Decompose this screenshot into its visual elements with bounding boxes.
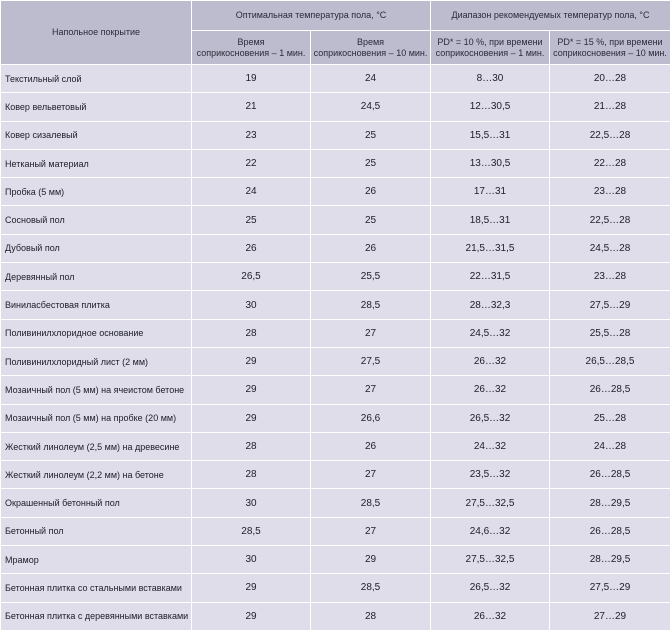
range-pd15: 21…28 xyxy=(550,93,670,121)
floor-covering-name: Виниласбестовая плитка xyxy=(1,291,192,319)
optimal-10min: 27 xyxy=(311,517,431,545)
range-pd10: 24…32 xyxy=(431,432,550,460)
optimal-10min: 28,5 xyxy=(311,291,431,319)
range-pd10: 26…32 xyxy=(431,347,550,375)
optimal-10min: 25,5 xyxy=(311,263,431,291)
floor-covering-name: Текстильный слой xyxy=(1,65,192,93)
optimal-10min: 27 xyxy=(311,461,431,489)
floor-covering-name: Жесткий линолеум (2,2 мм) на бетоне xyxy=(1,461,192,489)
table-row xyxy=(1,574,670,602)
optimal-temperature-header: Оптимальная температура пола, °С xyxy=(192,1,431,31)
optimal-1min: 29 xyxy=(192,574,311,602)
optimal-1min: 21 xyxy=(192,93,311,121)
optimal-1min: 30 xyxy=(192,291,311,319)
floor-covering-name: Нетканый материал xyxy=(1,149,192,177)
range-pd15: 22…28 xyxy=(550,149,670,177)
range-pd10: 27,5…32,5 xyxy=(431,546,550,574)
optimal-10min: 26,6 xyxy=(311,404,431,432)
table-row xyxy=(1,602,670,630)
optimal-10min: 28,5 xyxy=(311,574,431,602)
table-header xyxy=(1,1,670,65)
optimal-10min: 29 xyxy=(311,546,431,574)
range-pd10: 18,5…31 xyxy=(431,206,550,234)
table-row xyxy=(1,65,670,93)
floor-covering-name: Ковер вельветовый xyxy=(1,93,192,121)
range-pd10: 26,5…32 xyxy=(431,574,550,602)
optimal-1min: 24 xyxy=(192,178,311,206)
optimal-1min: 29 xyxy=(192,347,311,375)
table-row xyxy=(1,234,670,262)
range-pd10: 23,5…32 xyxy=(431,461,550,489)
table-row xyxy=(1,489,670,517)
floor-covering-name: Пробка (5 мм) xyxy=(1,178,192,206)
pd15-header xyxy=(550,31,670,65)
floor-covering-name: Мозаичный пол (5 мм) на ячеистом бетоне xyxy=(1,376,192,404)
table-row xyxy=(1,319,670,347)
floor-covering-name: Мозаичный пол (5 мм) на пробке (20 мм) xyxy=(1,404,192,432)
range-pd15: 25…28 xyxy=(550,404,670,432)
floor-covering-name: Бетонная плитка с деревянными вставками xyxy=(1,602,192,630)
table-row xyxy=(1,206,670,234)
floor-covering-name: Бетонный пол xyxy=(1,517,192,545)
range-pd15: 28…29,5 xyxy=(550,546,670,574)
range-pd10: 22…31,5 xyxy=(431,263,550,291)
optimal-10min: 28,5 xyxy=(311,489,431,517)
range-pd10: 26…32 xyxy=(431,602,550,630)
optimal-1min: 26 xyxy=(192,234,311,262)
range-pd15: 26…28,5 xyxy=(550,517,670,545)
header-line: соприкосновения – 1 мин. xyxy=(435,47,545,58)
table-row xyxy=(1,517,670,545)
optimal-10min: 24,5 xyxy=(311,93,431,121)
header-line: соприкосновения – 10 мин. xyxy=(313,47,428,58)
header-line: соприкосновения – 1 мин. xyxy=(196,47,306,58)
table-row xyxy=(1,178,670,206)
optimal-10min: 25 xyxy=(311,149,431,177)
floor-covering-name: Деревянный пол xyxy=(1,263,192,291)
range-pd15: 24…28 xyxy=(550,432,670,460)
optimal-10min: 26 xyxy=(311,234,431,262)
optimal-1min: 22 xyxy=(192,149,311,177)
pd10-header xyxy=(431,31,550,65)
optimal-1min: 28 xyxy=(192,319,311,347)
range-pd10: 21,5…31,5 xyxy=(431,234,550,262)
range-pd10: 12…30,5 xyxy=(431,93,550,121)
range-pd10: 26…32 xyxy=(431,376,550,404)
optimal-10min: 26 xyxy=(311,178,431,206)
floor-covering-name: Жесткий линолеум (2,5 мм) на древесине xyxy=(1,432,192,460)
floor-covering-header: Напольное покрытие xyxy=(1,1,192,65)
range-pd15: 22,5…28 xyxy=(550,206,670,234)
range-pd10: 8…30 xyxy=(431,65,550,93)
table-row xyxy=(1,149,670,177)
optimal-1min: 19 xyxy=(192,65,311,93)
optimal-1min: 23 xyxy=(192,121,311,149)
optimal-10min: 28 xyxy=(311,602,431,630)
contact-10min-header xyxy=(311,31,431,65)
optimal-10min: 26 xyxy=(311,432,431,460)
table-row xyxy=(1,404,670,432)
header-line: соприкосновения – 10 мин. xyxy=(553,47,667,58)
range-pd15: 27,5…29 xyxy=(550,574,670,602)
optimal-10min: 24 xyxy=(311,65,431,93)
floor-covering-name: Поливинилхлоридный лист (2 мм) xyxy=(1,347,192,375)
range-pd15: 22,5…28 xyxy=(550,121,670,149)
table-row xyxy=(1,263,670,291)
table-row xyxy=(1,93,670,121)
range-pd10: 15,5…31 xyxy=(431,121,550,149)
optimal-1min: 26,5 xyxy=(192,263,311,291)
optimal-10min: 27 xyxy=(311,376,431,404)
optimal-1min: 29 xyxy=(192,376,311,404)
table-row xyxy=(1,347,670,375)
range-pd15: 27,5…29 xyxy=(550,291,670,319)
range-pd10: 17…31 xyxy=(431,178,550,206)
table-row xyxy=(1,461,670,489)
floor-covering-name: Окрашенный бетонный пол xyxy=(1,489,192,517)
range-pd10: 27,5…32,5 xyxy=(431,489,550,517)
table-row xyxy=(1,546,670,574)
floor-covering-name: Ковер сизалевый xyxy=(1,121,192,149)
range-pd10: 24,5…32 xyxy=(431,319,550,347)
optimal-10min: 25 xyxy=(311,121,431,149)
table-body xyxy=(1,65,670,631)
range-pd10: 24,6…32 xyxy=(431,517,550,545)
range-pd15: 26…28,5 xyxy=(550,461,670,489)
range-pd15: 20…28 xyxy=(550,65,670,93)
optimal-1min: 28 xyxy=(192,432,311,460)
header-line: PD* = 15 %, при времени xyxy=(557,36,663,47)
range-pd10: 28…32,3 xyxy=(431,291,550,319)
floor-covering-name: Дубовый пол xyxy=(1,234,192,262)
optimal-10min: 27,5 xyxy=(311,347,431,375)
optimal-1min: 28,5 xyxy=(192,517,311,545)
header-line: Время xyxy=(237,36,265,47)
range-pd15: 26…28,5 xyxy=(550,376,670,404)
range-pd15: 24,5…28 xyxy=(550,234,670,262)
range-pd15: 26,5…28,5 xyxy=(550,347,670,375)
floor-covering-name: Поливинилхлоридное основание xyxy=(1,319,192,347)
optimal-1min: 28 xyxy=(192,461,311,489)
range-pd15: 27…29 xyxy=(550,602,670,630)
optimal-10min: 27 xyxy=(311,319,431,347)
range-pd15: 23…28 xyxy=(550,263,670,291)
recommended-range-header: Диапазон рекомендуемых температур пола, °С xyxy=(431,1,670,31)
range-pd15: 28…29,5 xyxy=(550,489,670,517)
table-row xyxy=(1,432,670,460)
table-row xyxy=(1,121,670,149)
range-pd10: 26,5…32 xyxy=(431,404,550,432)
optimal-1min: 29 xyxy=(192,602,311,630)
header-line: PD* = 10 %, при времени xyxy=(437,36,543,47)
optimal-10min: 25 xyxy=(311,206,431,234)
optimal-1min: 30 xyxy=(192,489,311,517)
floor-covering-name: Бетонная плитка со стальными вставками xyxy=(1,574,192,602)
table-row xyxy=(1,376,670,404)
range-pd10: 13…30,5 xyxy=(431,149,550,177)
optimal-1min: 29 xyxy=(192,404,311,432)
table-row xyxy=(1,291,670,319)
range-pd15: 23…28 xyxy=(550,178,670,206)
contact-1min-header xyxy=(192,31,311,65)
range-pd15: 25,5…28 xyxy=(550,319,670,347)
optimal-1min: 30 xyxy=(192,546,311,574)
floor-covering-name: Мрамор xyxy=(1,546,192,574)
header-line: Время xyxy=(356,36,385,47)
floor-covering-name: Сосновый пол xyxy=(1,206,192,234)
optimal-1min: 25 xyxy=(192,206,311,234)
